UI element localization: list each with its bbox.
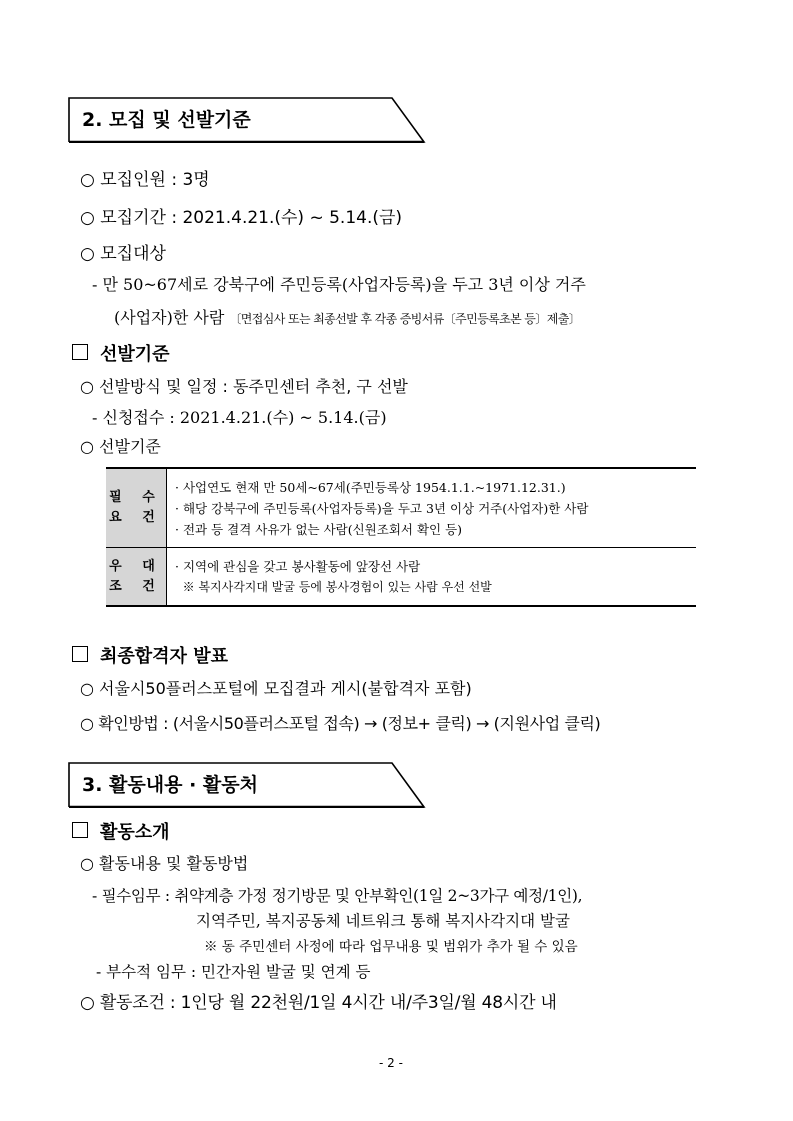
final-post: ○ 서울시50플러스포털에 모집결과 게시(불합격자 포함) [80, 679, 472, 698]
intro-heading: 활동소개 [100, 822, 170, 843]
table-row [106, 548, 696, 607]
table-row [106, 468, 696, 548]
duty-line-2: 지역주민, 복지공동체 네트워크 통해 복지사각지대 발굴 [196, 912, 570, 930]
duty-note: ※ 동 주민센터 사정에 따라 업무내용 및 범위가 추가 될 수 있음 [204, 939, 578, 955]
required-label-line: 요 건 [109, 510, 163, 525]
selection-method: ○ 선발방식 및 일정 : 동주민센터 추천, 구 선발 [80, 377, 408, 396]
preferred-label [106, 548, 167, 607]
section3-header [68, 762, 428, 806]
recruit-count: ○ 모집인원 : 3명 [80, 170, 210, 190]
final-heading: 최종합격자 발표 [100, 646, 228, 667]
required-line: · 전과 등 결격 사유가 없는 사람(신원조회서 확인 등) [175, 521, 463, 537]
section2-header [68, 97, 428, 141]
target-line-1: - 만 50~67세로 강북구에 주민등록(사업자등록)을 두고 3년 이상 거주 [92, 275, 586, 294]
target-line-2-note: 〔면접심사 또는 최종선발 후 각종 증빙서류〔주민등록초본 등〕제출〕 [229, 312, 581, 326]
sub-duty: - 부수적 임무 : 민간자원 발굴 및 연계 등 [96, 963, 371, 981]
required-label-line: 필 수 [109, 490, 163, 505]
duty-line-1: - 필수임무 : 취약계층 가정 정기방문 및 안부확인(1일 2~3가구 예정/1인), [92, 887, 583, 905]
required-line: · 해당 강북구에 주민등록(사업자등록)을 두고 3년 이상 거주(사업자)한 사람 [175, 500, 589, 516]
selection-heading: 선발기준 [100, 344, 170, 365]
target-line-2-main: (사업자)한 사람 [114, 308, 225, 327]
criteria-table [106, 467, 696, 607]
checkbox-square-icon [72, 822, 88, 838]
final-check: ○ 확인방법 : (서울시50플러스포털 접속) → (정보+ 클릭) → (지원사업 클릭) [80, 714, 601, 733]
checkbox-square-icon [72, 646, 88, 662]
required-content [167, 468, 697, 548]
required-line: · 사업연도 현재 만 50세~67세(주민등록상 1954.1.1.~1971.12.31.) [175, 479, 566, 495]
preferred-label-line: 조 건 [109, 578, 163, 594]
preferred-line: · 지역에 관심을 갖고 봉사활동에 앞장선 사람 [175, 558, 421, 574]
recruit-target: ○ 모집대상 [80, 244, 166, 264]
preferred-label-line: 우 대 [109, 558, 163, 574]
required-label [106, 468, 167, 548]
page-number: - 2 - [379, 1056, 403, 1070]
criteria-label: ○ 선발기준 [80, 437, 161, 456]
content-method: ○ 활동내용 및 활동방법 [80, 854, 249, 873]
section2-title: 2. 모집 및 선발기준 [82, 109, 251, 131]
apply-period: - 신청접수 : 2021.4.21.(수) ~ 5.14.(금) [92, 408, 387, 427]
preferred-line: ※ 복지사각지대 발굴 등에 봉사경험이 있는 사람 우선 선발 [175, 579, 492, 594]
activity-conditions: ○ 활동조건 : 1인당 월 22천원/1일 4시간 내/주3일/월 48시간 내 [80, 993, 557, 1013]
checkbox-square-icon [72, 344, 88, 360]
recruit-period: ○ 모집기간 : 2021.4.21.(수) ~ 5.14.(금) [80, 208, 403, 228]
section3-title: 3. 활동내용 · 활동처 [82, 774, 258, 796]
target-line-2 [114, 305, 580, 328]
preferred-content [167, 548, 697, 607]
